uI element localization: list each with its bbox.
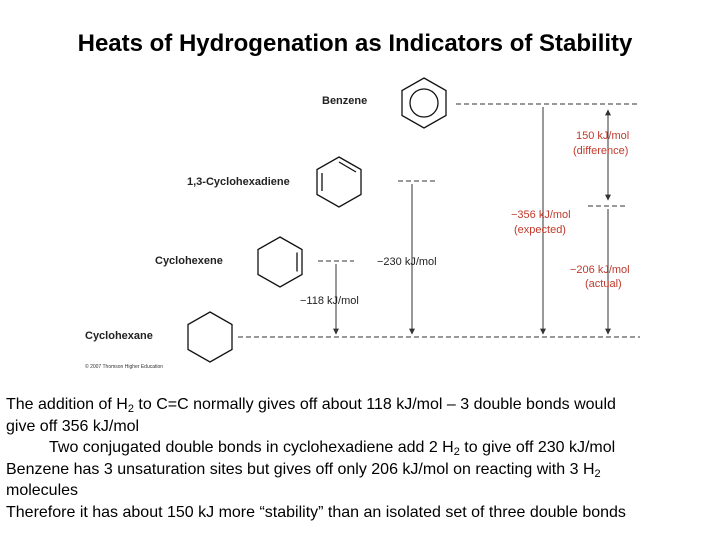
text-line-5: molecules <box>6 482 79 499</box>
benzene-label: Benzene <box>322 95 368 107</box>
text-line-6: Therefore it has about 150 kJ more “stability” than an isolated set of three double bonds <box>6 503 626 521</box>
difference-note: (difference) <box>573 145 629 157</box>
difference-value: 150 kJ/mol <box>576 130 630 142</box>
cyclohexene-label: Cyclohexene <box>155 255 223 267</box>
cyclohexadiene-energy: −230 kJ/mol <box>377 256 437 268</box>
cyclohexadiene-label: 1,3-Cyclohexadiene <box>187 176 290 188</box>
expected-value: −356 kJ/mol <box>511 209 571 221</box>
cyclohexadiene-structure <box>317 157 361 207</box>
page-title: Heats of Hydrogenation as Indicators of Stability <box>77 30 633 57</box>
explanation-text <box>6 394 718 523</box>
text-line-4: Benzene has 3 unsaturation sites but gives off only 206 kJ/mol on reacting with 3 $H_2$ <box>6 460 601 480</box>
cyclohexane-structure <box>188 312 232 362</box>
actual-note: (actual) <box>585 278 622 290</box>
actual-value: −206 kJ/mol <box>570 264 630 276</box>
text-line-1: The addition of $H_2$ to C=C normally gives off about 118 kJ/mol – 3 double bonds would <box>6 396 616 415</box>
expected-note: (expected) <box>514 224 566 236</box>
text-line-3: Two conjugated double bonds in cyclohexadiene add 2 $H_2$ to give off 230 kJ/mol <box>49 439 616 458</box>
copyright-note: © 2007 Thomson Higher Education <box>85 364 164 370</box>
cyclohexene-energy: −118 kJ/mol <box>300 295 359 307</box>
text-line-2: give off 356 kJ/mol <box>6 417 140 435</box>
benzene-structure <box>402 78 446 128</box>
cyclohexene-structure <box>258 237 302 287</box>
cyclohexane-label: Cyclohexane <box>85 330 153 342</box>
